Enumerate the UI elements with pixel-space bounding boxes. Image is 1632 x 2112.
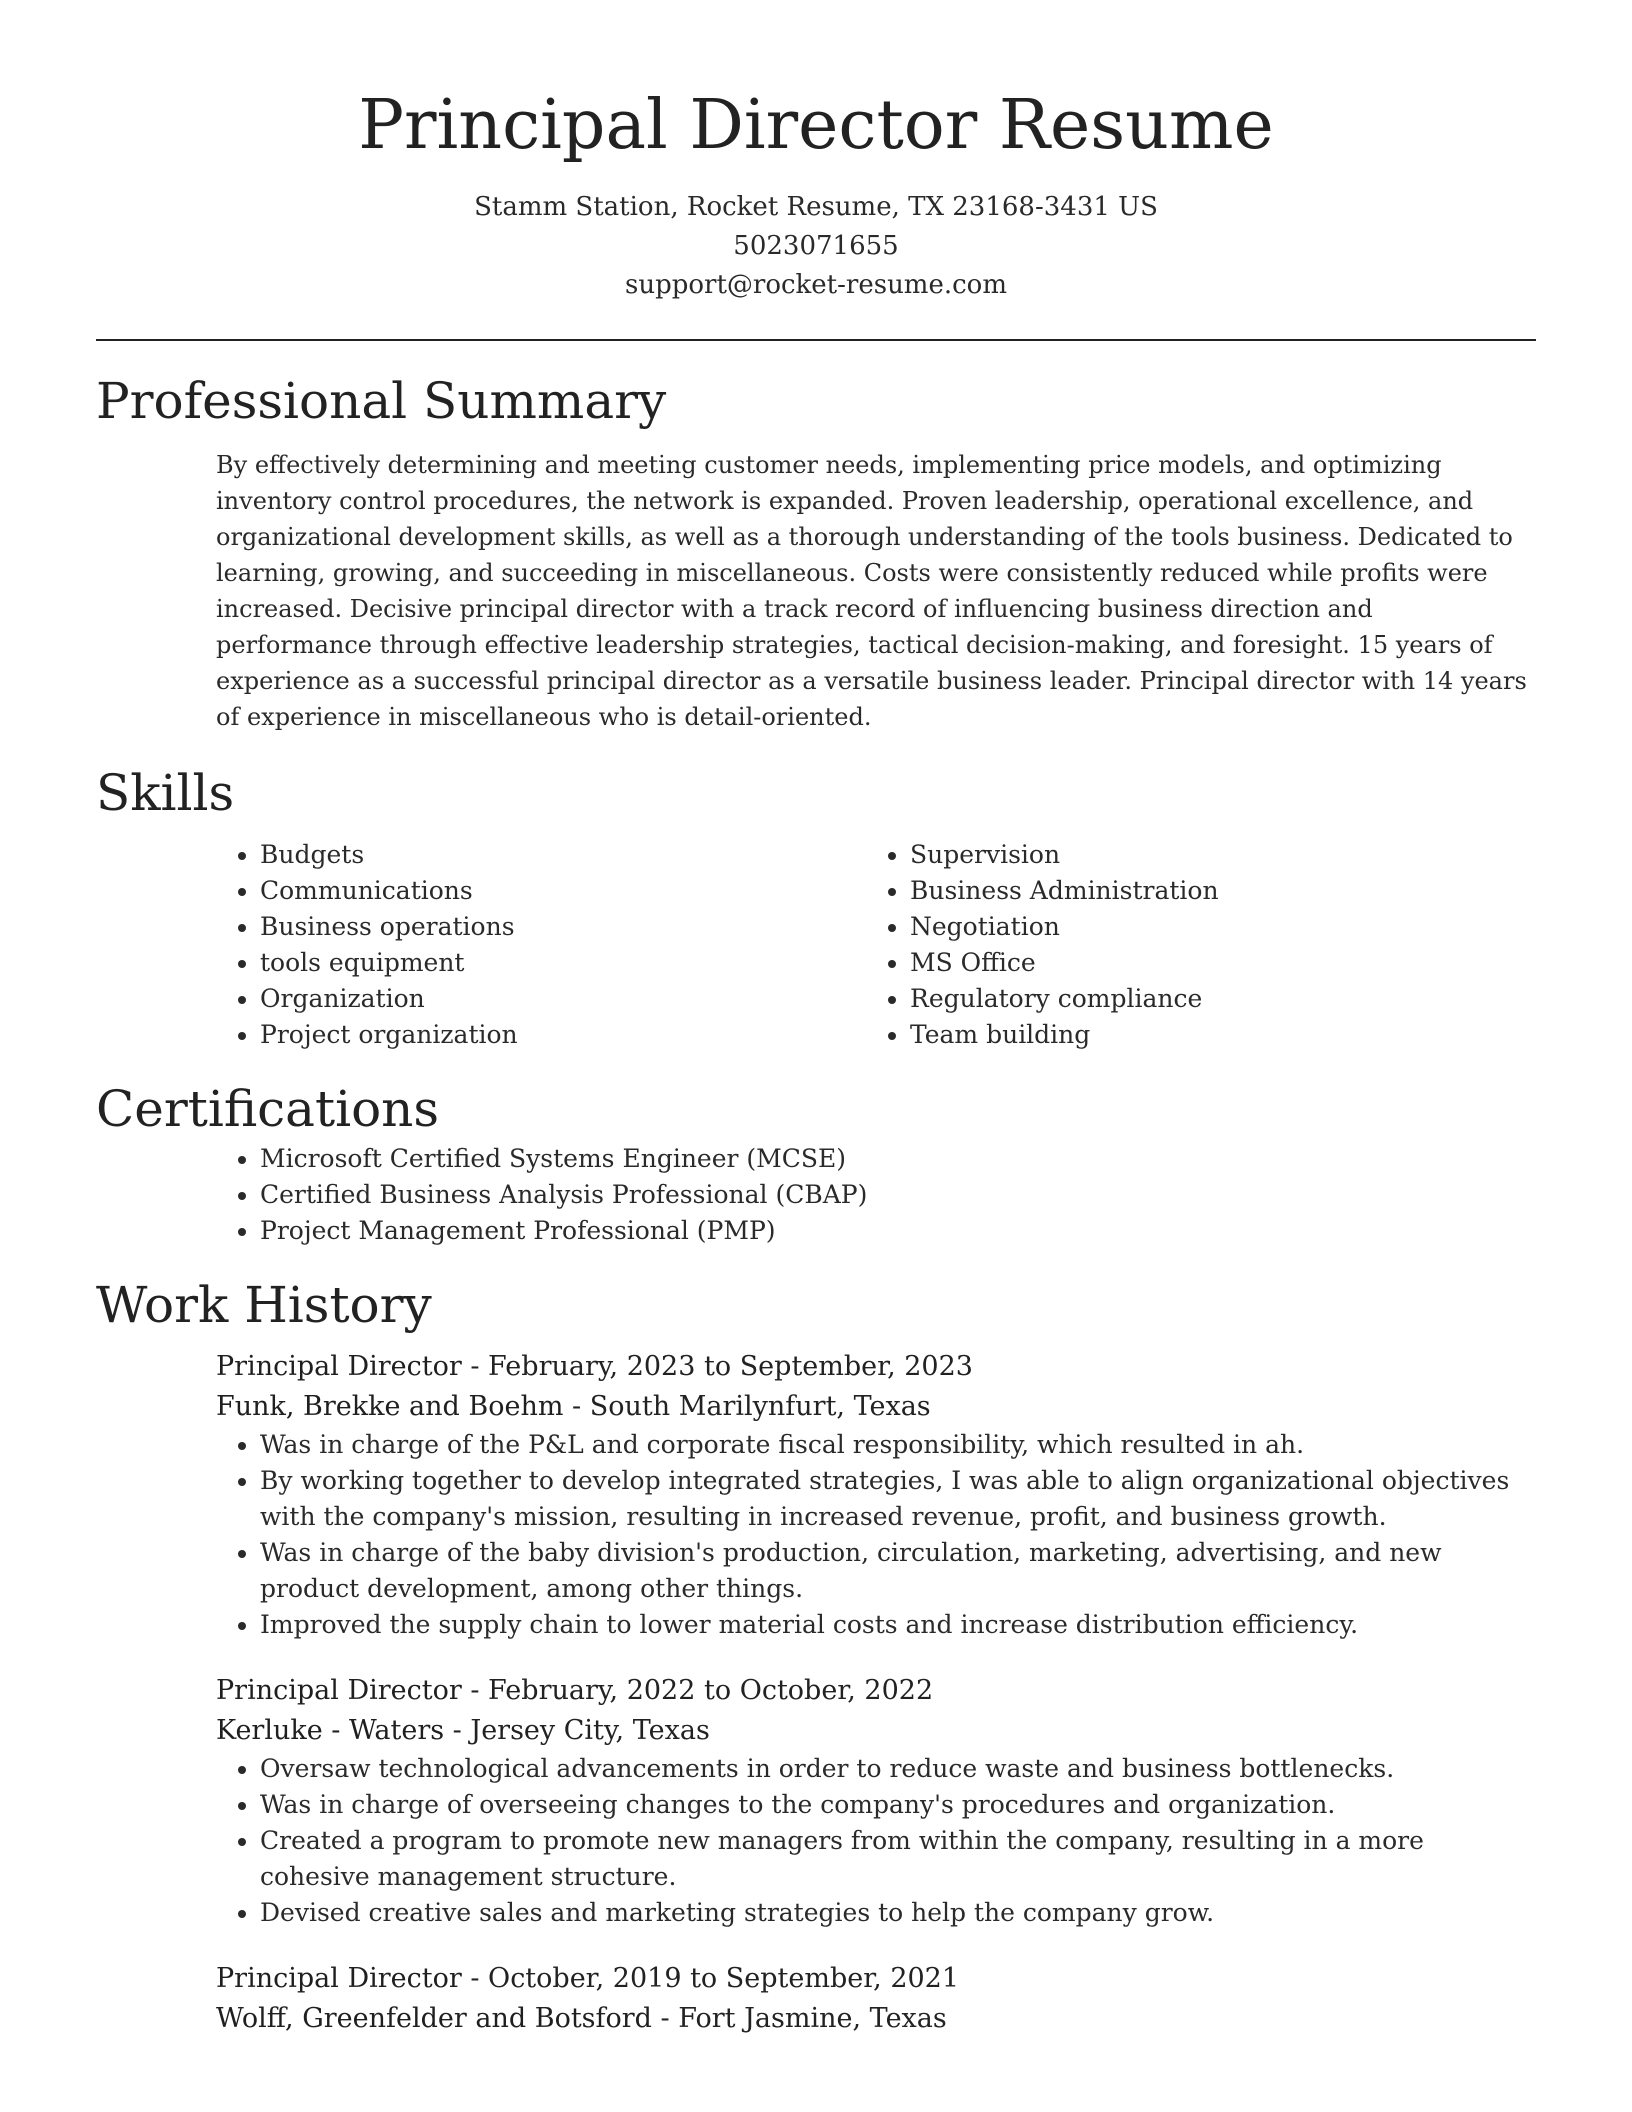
job-location: - Jersey City, Texas <box>444 1715 710 1746</box>
contact-phone: 5023071655 <box>733 231 899 261</box>
job-bullet: • Created a program to promote new managers from within the company, resulting in a more cohesive management structure. <box>260 1823 1536 1895</box>
certification-item: • Microsoft Certified Systems Engineer (MCSE) <box>260 1141 1536 1177</box>
job-dates: - October, 2019 to September, 2021 <box>461 1963 960 1994</box>
job-role: Principal Director <box>216 1351 462 1382</box>
job-company-line <box>216 1999 1536 2039</box>
job-bullets <box>216 1751 1536 1931</box>
job-bullet: • Was in charge of overseeing changes to the company's procedures and organization. <box>260 1787 1536 1823</box>
job-entry <box>216 1959 1536 2039</box>
job-role-line <box>216 1671 1536 1711</box>
skill-item: • Team building <box>910 1017 1536 1053</box>
summary-heading: Professional Summary <box>96 372 667 430</box>
certifications-heading: Certifications <box>96 1080 440 1138</box>
skill-item: • Business operations <box>260 909 866 945</box>
job-dates: - February, 2023 to September, 2023 <box>461 1351 973 1382</box>
job-company: Wolff, Greenfelder and Botsford <box>216 2003 652 2034</box>
skill-item: • MS Office <box>910 945 1536 981</box>
job-bullet: • Devised creative sales and marketing strategies to help the company grow. <box>260 1895 1536 1931</box>
certifications-section <box>96 1077 1536 1249</box>
job-location: - Fort Jasmine, Texas <box>651 2003 947 2034</box>
contact-email: support@rocket-resume.com <box>624 270 1007 300</box>
job-bullet: • Was in charge of the baby division's production, circulation, marketing, advertising, and new product development, among other things. <box>260 1535 1536 1607</box>
job-bullet: • Was in charge of the P&L and corporate fiscal responsibility, which resulted in ah. <box>260 1427 1536 1463</box>
contact-address: Stamm Station, Rocket Resume, TX 23168-3431 US <box>474 192 1158 222</box>
certifications-list <box>216 1141 1536 1249</box>
certification-item: • Project Management Professional (PMP) <box>260 1213 1536 1249</box>
skill-item: • Budgets <box>260 837 866 873</box>
job-company: Funk, Brekke and Boehm <box>216 1391 564 1422</box>
skill-item: • Regulatory compliance <box>910 981 1536 1017</box>
summary-section <box>96 369 1536 735</box>
job-bullet: • Improved the supply chain to lower material costs and increase distribution efficiency. <box>260 1607 1536 1643</box>
job-role-line <box>216 1347 1536 1387</box>
skill-item: • Communications <box>260 873 866 909</box>
job-company-line <box>216 1387 1536 1427</box>
summary-text: By effectively determining and meeting customer needs, implementing price models, and optimizing inventory control procedures, the network is expanded. Proven leadership, operational excellence, and organizational development skills, as well as a thorough understanding of the tools business. Dedicated to learning, growing, and succeeding in miscellaneous. Costs were consistently reduced while profits were increased. Decisive principal director with a track record of influencing business direction and performance through effective leadership strategies, tactical decision-making, and foresight. 15 years of experience as a successful principal director as a versatile business leader. Principal director with 14 years of experience in miscellaneous who is detail-oriented. <box>216 451 1527 731</box>
skill-item: • Organization <box>260 981 866 1017</box>
skills-heading: Skills <box>96 764 235 822</box>
job-role-line <box>216 1959 1536 1999</box>
skill-item: • Project organization <box>260 1017 866 1053</box>
resume-header <box>96 0 1536 305</box>
work-history-heading: Work History <box>96 1276 432 1334</box>
job-role: Principal Director <box>216 1963 462 1994</box>
job-company: Kerluke - Waters <box>216 1715 445 1746</box>
contact-block <box>96 188 1536 305</box>
job-entry <box>216 1671 1536 1931</box>
skills-grid <box>216 837 1536 1053</box>
skills-list-left <box>216 837 866 1053</box>
job-entry <box>216 1347 1536 1643</box>
job-dates: - February, 2022 to October, 2022 <box>461 1675 934 1706</box>
job-bullet: • By working together to develop integrated strategies, I was able to align organizational objectives with the company's mission, resulting in increased revenue, profit, and business growth. <box>260 1463 1536 1535</box>
skill-item: • Supervision <box>910 837 1536 873</box>
work-history-section <box>96 1273 1536 2039</box>
skills-section <box>96 761 1536 1053</box>
certification-item: • Certified Business Analysis Professional (CBAP) <box>260 1177 1536 1213</box>
job-bullets <box>216 1427 1536 1643</box>
skill-item: • Negotiation <box>910 909 1536 945</box>
job-location: - South Marilynfurt, Texas <box>563 1391 931 1422</box>
job-company-line <box>216 1711 1536 1751</box>
header-divider <box>96 339 1536 341</box>
skill-item: • tools equipment <box>260 945 866 981</box>
resume-title: Principal Director Resume <box>358 86 1274 165</box>
job-role: Principal Director <box>216 1675 462 1706</box>
skill-item: • Business Administration <box>910 873 1536 909</box>
skills-list-right <box>866 837 1536 1053</box>
job-bullet: • Oversaw technological advancements in order to reduce waste and business bottlenecks. <box>260 1751 1536 1787</box>
